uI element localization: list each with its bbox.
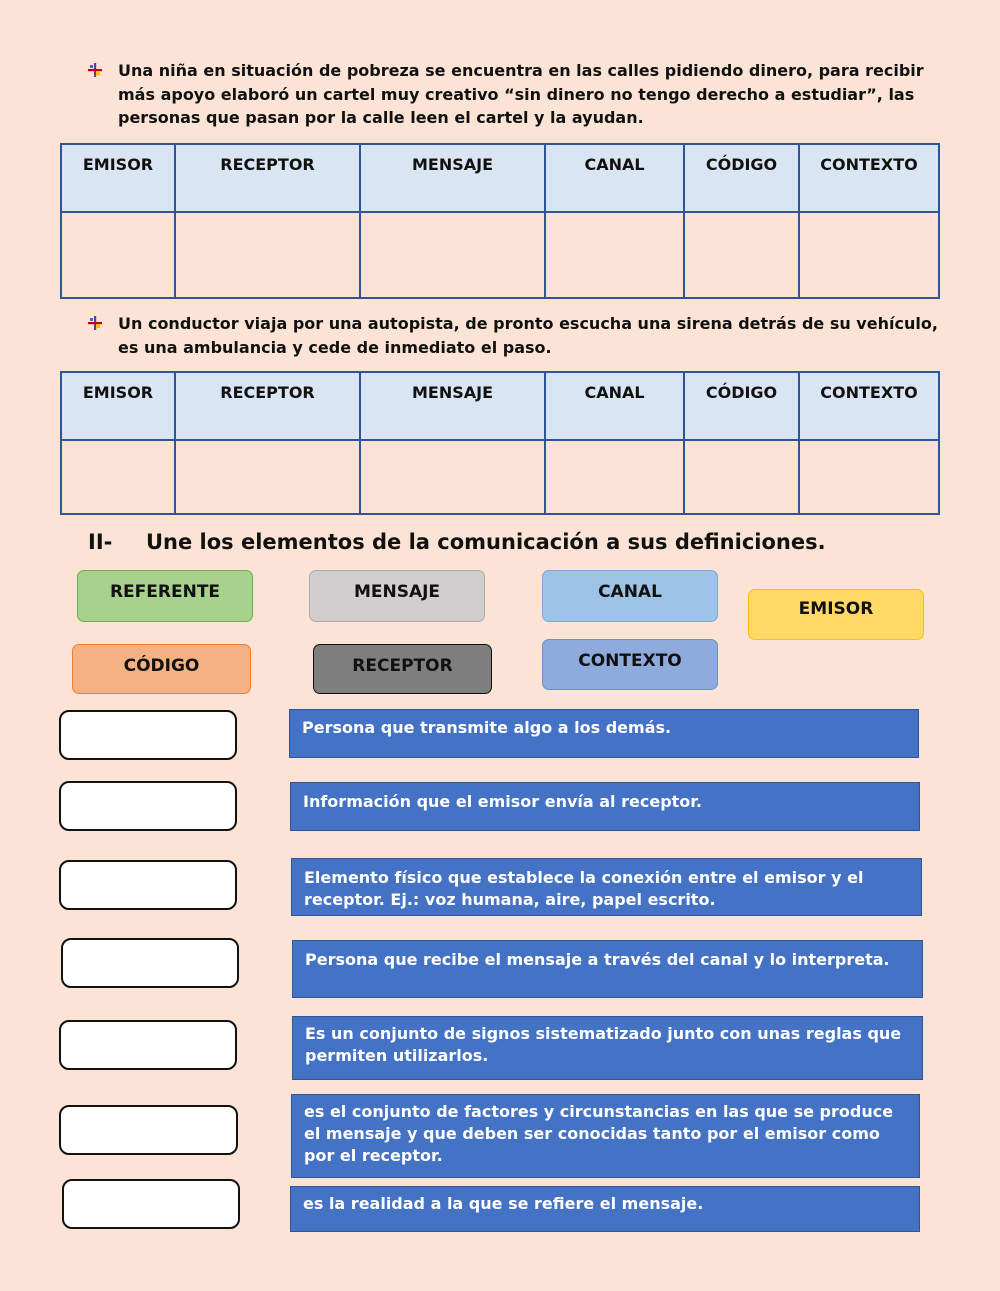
bullet-icon bbox=[88, 63, 102, 77]
answer-box-4[interactable] bbox=[61, 938, 239, 988]
header-codigo: CÓDIGO bbox=[684, 144, 799, 212]
answer-cell-receptor[interactable] bbox=[175, 440, 360, 514]
header-emisor: EMISOR bbox=[61, 144, 175, 212]
chip-contexto[interactable]: CONTEXTO bbox=[542, 639, 718, 690]
analysis-table-1 bbox=[60, 143, 940, 299]
section-heading: Une los elementos de la comunicación a sus definiciones. bbox=[146, 530, 826, 554]
chip-referente[interactable]: REFERENTE bbox=[77, 570, 253, 622]
header-mensaje: MENSAJE bbox=[360, 144, 545, 212]
header-mensaje: MENSAJE bbox=[360, 372, 545, 440]
answer-box-5[interactable] bbox=[59, 1020, 237, 1070]
answer-cell-mensaje[interactable] bbox=[360, 440, 545, 514]
answer-cell-codigo[interactable] bbox=[684, 440, 799, 514]
section-title bbox=[88, 530, 826, 554]
definition-referente: es la realidad a la que se refiere el mensaje. bbox=[290, 1186, 920, 1232]
header-canal: CANAL bbox=[545, 144, 684, 212]
exercise1-statement: Una niña en situación de pobreza se encuentra en las calles pidiendo dinero, para recibir más apoyo elaboró un cartel muy creativo “sin dinero no tengo derecho a estudiar”, las personas que pasan por la calle leen el cartel y la ayudan. bbox=[118, 61, 924, 127]
chip-mensaje[interactable]: MENSAJE bbox=[309, 570, 485, 622]
answer-box-1[interactable] bbox=[59, 710, 237, 760]
bullet-icon bbox=[88, 316, 102, 330]
definition-canal: Elemento físico que establece la conexión entre el emisor y el receptor. Ej.: voz humana, aire, papel escrito. bbox=[291, 858, 922, 916]
answer-cell-mensaje[interactable] bbox=[360, 212, 545, 298]
chip-codigo[interactable]: CÓDIGO bbox=[72, 644, 251, 694]
header-canal: CANAL bbox=[545, 372, 684, 440]
answer-cell-canal[interactable] bbox=[545, 212, 684, 298]
answer-cell-emisor[interactable] bbox=[61, 212, 175, 298]
answer-box-7[interactable] bbox=[62, 1179, 240, 1229]
definition-emisor: Persona que transmite algo a los demás. bbox=[289, 709, 919, 758]
answer-cell-contexto[interactable] bbox=[799, 440, 939, 514]
definition-contexto: es el conjunto de factores y circunstancias en las que se produce el mensaje y que deben ser conocidas tanto por el emisor como por el receptor. bbox=[291, 1094, 920, 1178]
section-number: II- bbox=[88, 530, 113, 554]
header-emisor: EMISOR bbox=[61, 372, 175, 440]
answer-cell-receptor[interactable] bbox=[175, 212, 360, 298]
definition-receptor: Persona que recibe el mensaje a través del canal y lo interpreta. bbox=[292, 940, 923, 998]
definition-codigo: Es un conjunto de signos sistematizado junto con unas reglas que permiten utilizarlos. bbox=[292, 1016, 923, 1080]
exercise2-statement: Un conductor viaja por una autopista, de pronto escucha una sirena detrás de su vehículo, es una ambulancia y cede de inmediato el paso. bbox=[118, 314, 938, 357]
answer-cell-emisor[interactable] bbox=[61, 440, 175, 514]
answer-box-3[interactable] bbox=[59, 860, 237, 910]
header-codigo: CÓDIGO bbox=[684, 372, 799, 440]
header-receptor: RECEPTOR bbox=[175, 144, 360, 212]
answer-box-6[interactable] bbox=[59, 1105, 238, 1155]
answer-box-2[interactable] bbox=[59, 781, 237, 831]
chip-receptor[interactable]: RECEPTOR bbox=[313, 644, 492, 694]
answer-cell-codigo[interactable] bbox=[684, 212, 799, 298]
analysis-table-2 bbox=[60, 371, 940, 515]
answer-cell-canal[interactable] bbox=[545, 440, 684, 514]
header-receptor: RECEPTOR bbox=[175, 372, 360, 440]
chip-canal[interactable]: CANAL bbox=[542, 570, 718, 622]
header-contexto: CONTEXTO bbox=[799, 372, 939, 440]
definition-mensaje: Información que el emisor envía al receptor. bbox=[290, 782, 920, 831]
answer-cell-contexto[interactable] bbox=[799, 212, 939, 298]
chip-emisor[interactable]: EMISOR bbox=[748, 589, 924, 640]
header-contexto: CONTEXTO bbox=[799, 144, 939, 212]
